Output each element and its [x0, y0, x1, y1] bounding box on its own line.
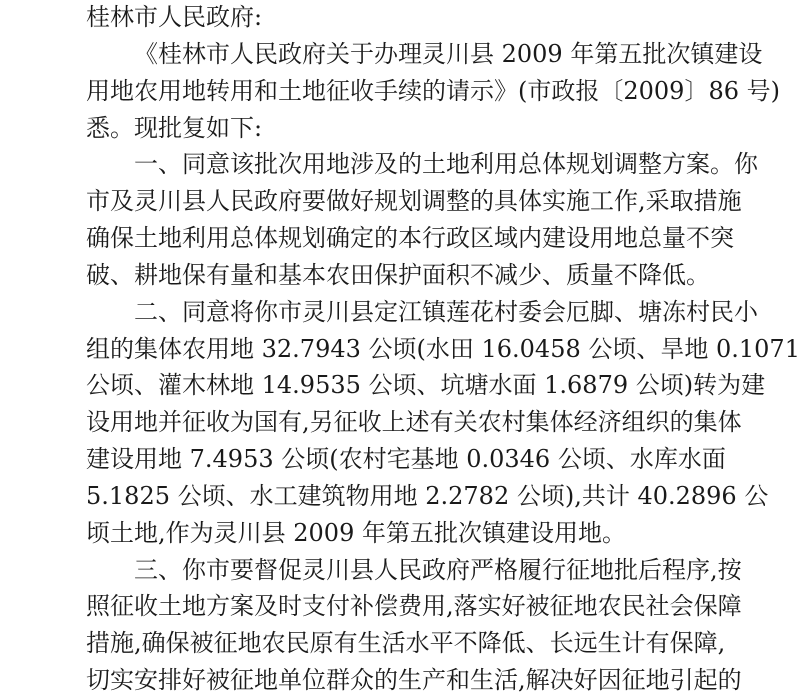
text-line: 照征收土地方案及时支付补偿费用,落实好被征地农民社会保障: [86, 592, 742, 620]
text-line: 措施,确保被征地农民原有生活水平不降低、长远生计有保障,: [86, 629, 726, 657]
text-line: 确保土地利用总体规划确定的本行政区域内建设用地总量不突: [86, 224, 734, 252]
text-line: 建设用地 7.4953 公顷(农村宅基地 0.0346 公顷、水库水面: [86, 445, 726, 473]
text-line: 组的集体农用地 32.7943 公顷(水田 16.0458 公顷、旱地 0.1071: [86, 335, 800, 363]
addressee-line: 桂林市人民政府:: [86, 3, 263, 31]
text-line: 顷土地,作为灵川县 2009 年第五批次镇建设用地。: [86, 519, 626, 547]
text-line: 一、同意该批次用地涉及的土地利用总体规划调整方案。你: [134, 150, 758, 178]
text-line: 用地农用地转用和土地征收手续的请示》(市政报〔2009〕86 号): [86, 77, 780, 105]
text-line: 破、耕地保有量和基本农田保护面积不减少、质量不降低。: [86, 261, 710, 289]
text-line: 三、你市要督促灵川县人民政府严格履行征地批后程序,按: [134, 556, 742, 584]
text-line: 5.1825 公顷、水工建筑物用地 2.2782 公顷),共计 40.2896 公: [86, 482, 769, 510]
text-line: 市及灵川县人民政府要做好规划调整的具体实施工作,采取措施: [86, 187, 742, 215]
text-line: 悉。现批复如下:: [86, 114, 263, 142]
text-line: 《桂林市人民政府关于办理灵川县 2009 年第五批次镇建设: [134, 40, 763, 68]
text-line: 设用地并征收为国有,另征收上述有关农村集体经济组织的集体: [86, 408, 742, 436]
text-line: 二、同意将你市灵川县定江镇莲花村委会厄脚、塘冻村民小: [134, 298, 758, 326]
text-line: 公顷、灌木林地 14.9535 公顷、坑塘水面 1.6879 公顷)转为建: [86, 371, 766, 399]
text-line: 切实安排好被征地单位群众的生产和生活,解决好因征地引起的: [86, 666, 742, 694]
